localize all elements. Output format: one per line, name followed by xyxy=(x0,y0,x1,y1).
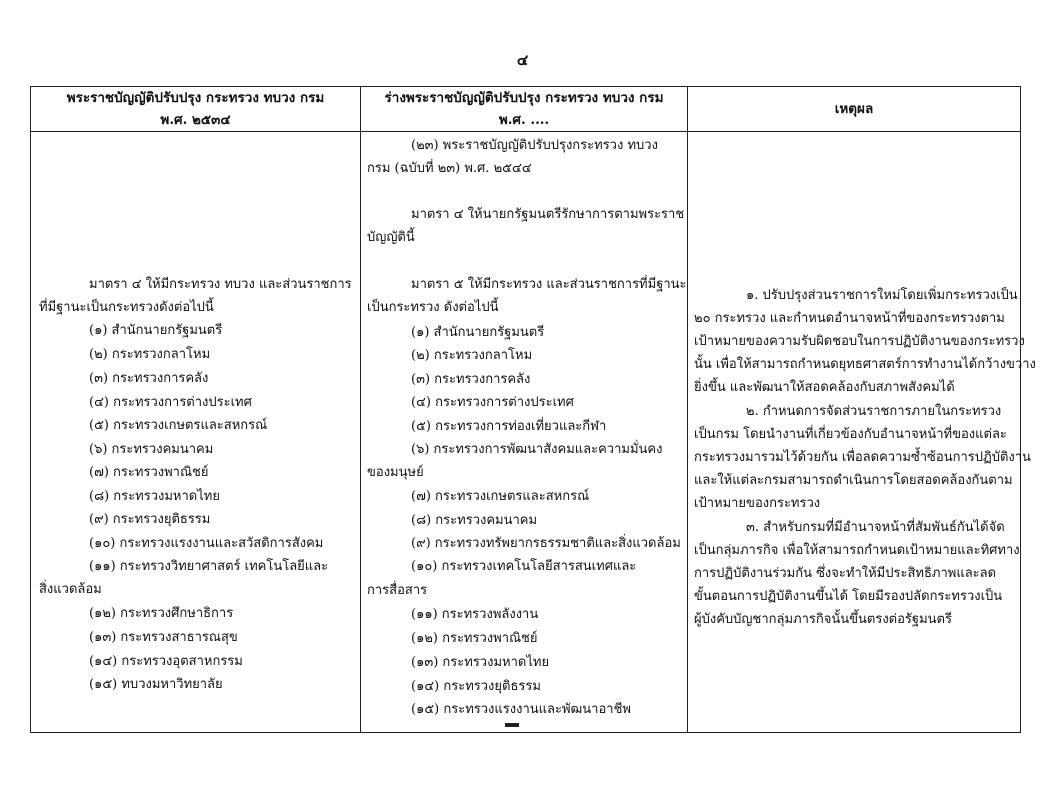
text-line: เป้าหมายของความรับผิดชอบในการปฏิบัติงานของกระทรวง xyxy=(694,334,1025,349)
header-draft-act xyxy=(361,87,688,132)
text-line: มาตรา ๔ ให้นายกรัฐมนตรีรักษาการตามพระราช xyxy=(411,207,685,222)
list-item: (๘) กระทรวงมหาดไทย xyxy=(89,489,220,504)
text-line: กรม (ฉบับที่ ๒๓) พ.ศ. ๒๕๔๔ xyxy=(367,161,532,176)
text-line: ๓. สำหรับกรมที่มีอำนาจหน้าที่สัมพันธ์กันได้จัด xyxy=(746,520,1005,535)
text-line: ผู้บังคับบัญชากลุ่มภารกิจนั้นขึ้นตรงต่อรัฐมนตรี xyxy=(694,612,952,627)
list-item: (๔) กระทรวงการต่างประเทศ xyxy=(89,395,252,410)
list-item: (๑๒) กระทรวงพาณิชย์ xyxy=(411,631,538,646)
text-line: มาตรา ๕ ให้มีกระทรวง และส่วนราชการที่มีฐานะ xyxy=(411,277,687,292)
text-line: ๑. ปรับปรุงส่วนราชการใหม่โดยเพิ่มกระทรวงเป็น xyxy=(746,288,1018,303)
list-item: (๑๑) กระทรวงวิทยาศาสตร์ เทคโนโลยีและ xyxy=(89,559,329,574)
header-reasons xyxy=(688,87,1021,132)
text-line: (๒๓) พระราชบัญญัติปรับปรุงกระทรวง ทบวง xyxy=(411,138,658,153)
comparison-table xyxy=(30,86,1036,733)
list-item: (๖) กระทรวงการพัฒนาสังคมและความมั่นคง xyxy=(411,442,663,457)
list-item: (๑๑) กระทรวงพลังงาน xyxy=(411,607,539,622)
list-item: (๑๐) กระทรวงเทคโนโลยีสารสนเทศและ xyxy=(411,559,637,574)
text-line: การปฏิบัติงานร่วมกัน ซึ่งจะทำให้มีประสิทธิภาพและลด xyxy=(694,566,997,581)
header-draft-act-line1: ร่างพระราชบัญญัติปรับปรุง กระทรวง ทบวง กรม xyxy=(384,90,664,106)
current-act-cell xyxy=(31,132,361,733)
text-line: ๒. กำหนดการจัดส่วนราชการภายในกระทรวง xyxy=(746,404,1002,419)
list-item: (๘) กระทรวงคมนาคม xyxy=(411,513,538,528)
text-line: สิ่งแวดล้อม xyxy=(39,582,102,597)
list-item: (๓) กระทรวงการคลัง xyxy=(411,372,531,387)
text-line: เป็นกรม โดยนำงานที่เกี่ยวข้องกับอำนาจหน้าที่ของแต่ละ xyxy=(694,427,1007,442)
text-line: มาตรา ๔ ให้มีกระทรวง ทบวง และส่วนราชการ xyxy=(89,277,352,292)
text-line: ของมนุษย์ xyxy=(367,465,424,480)
header-current-act-line2: พ.ศ. ๒๕๓๔ xyxy=(160,112,231,128)
reasons-text xyxy=(688,132,1036,732)
list-item: (๗) กระทรวงเกษตรและสหกรณ์ xyxy=(411,489,590,504)
scan-mark xyxy=(505,723,519,727)
text-line: และให้แต่ละกรมสามารถดำเนินการโดยสอดคล้องกันตาม xyxy=(694,473,1013,488)
list-item: (๑๕) ทบวงมหาวิทยาลัย xyxy=(89,677,223,692)
table-header-row xyxy=(31,87,1021,132)
draft-act-cell xyxy=(361,132,688,733)
list-item: (๑) สำนักนายกรัฐมนตรี xyxy=(411,325,545,340)
text-line: ยิ่งขึ้น และพัฒนาให้สอดคล้องกับสภาพสังคมได้ xyxy=(694,380,955,395)
text-line: ที่มีฐานะเป็นกระทรวงดังต่อไปนี้ xyxy=(39,300,214,315)
list-item: (๑๓) กระทรวงมหาดไทย xyxy=(411,655,550,670)
header-current-act xyxy=(31,87,361,132)
header-draft-act-line2: พ.ศ. .... xyxy=(498,112,550,128)
header-reasons-line1: เหตุผล xyxy=(834,101,874,117)
list-item: (๑๔) กระทรวงยุติธรรม xyxy=(411,679,541,694)
text-line: กระทรวงมารวมไว้ด้วยกัน เพื่อลดความซ้ำซ้อนการปฏิบัติงาน xyxy=(694,450,1031,465)
list-item: (๗) กระทรวงพาณิชย์ xyxy=(89,465,209,480)
list-item: (๙) กระทรวงยุติธรรม xyxy=(89,512,211,527)
list-item: (๑๓) กระทรวงสาธารณสุข xyxy=(89,630,238,645)
table-body-row xyxy=(31,132,1021,733)
text-line: ขั้นตอนการปฏิบัติงานขึ้นได้ โดยมีรองปลัดกระทรวงเป็น xyxy=(694,589,1003,604)
list-item: (๙) กระทรวงทรัพยากรธรรมชาติและสิ่งแวดล้อม xyxy=(411,536,681,551)
list-item: (๔) กระทรวงการต่างประเทศ xyxy=(411,395,574,410)
list-item: (๑๐) กระทรวงแรงงานและสวัสดิการสังคม xyxy=(89,536,324,551)
text-line: ๒๐ กระทรวง และกำหนดอำนาจหน้าที่ของกระทรวงตาม xyxy=(694,311,1005,326)
list-item: (๑๔) กระทรวงอุตสาหกรรม xyxy=(89,654,243,669)
text-line: บัญญัตินี้ xyxy=(367,230,415,245)
text-line: การสื่อสาร xyxy=(367,583,428,598)
list-item: (๕) กระทรวงเกษตรและสหกรณ์ xyxy=(89,418,268,433)
draft-act-text xyxy=(361,132,687,732)
text-line: นั้น เพื่อให้สามารถกำหนดยุทธศาสตร์การทำงานได้กว้างขวาง xyxy=(694,357,1036,372)
list-item: (๕) กระทรวงการท่องเที่ยวและกีฬา xyxy=(411,419,607,434)
text-line: เป็นกระทรวง ดังต่อไปนี้ xyxy=(367,300,499,315)
list-item: (๖) กระทรวงคมนาคม xyxy=(89,442,214,457)
header-current-act-line1: พระราชบัญญัติปรับปรุง กระทรวง ทบวง กรม xyxy=(66,90,325,106)
list-item: (๑๒) กระทรวงศึกษาธิการ xyxy=(89,606,234,621)
list-item: (๒) กระทรวงกลาโหม xyxy=(411,348,533,363)
text-line: เป้าหมายของกระทรวง xyxy=(694,496,821,511)
list-item: (๑) สำนักนายกรัฐมนตรี xyxy=(89,323,223,338)
current-act-text xyxy=(31,132,360,732)
text-line: เป็นกลุ่มภารกิจ เพื่อให้สามารถกำหนดเป้าหมายและทิศทาง xyxy=(694,543,1020,558)
list-item: (๒) กระทรวงกลาโหม xyxy=(89,347,211,362)
list-item: (๓) กระทรวงการคลัง xyxy=(89,371,209,386)
reasons-cell xyxy=(688,132,1036,733)
list-item: (๑๕) กระทรวงแรงงานและพัฒนาอาชีพ xyxy=(411,702,631,717)
page-number: ๔ xyxy=(516,51,529,69)
